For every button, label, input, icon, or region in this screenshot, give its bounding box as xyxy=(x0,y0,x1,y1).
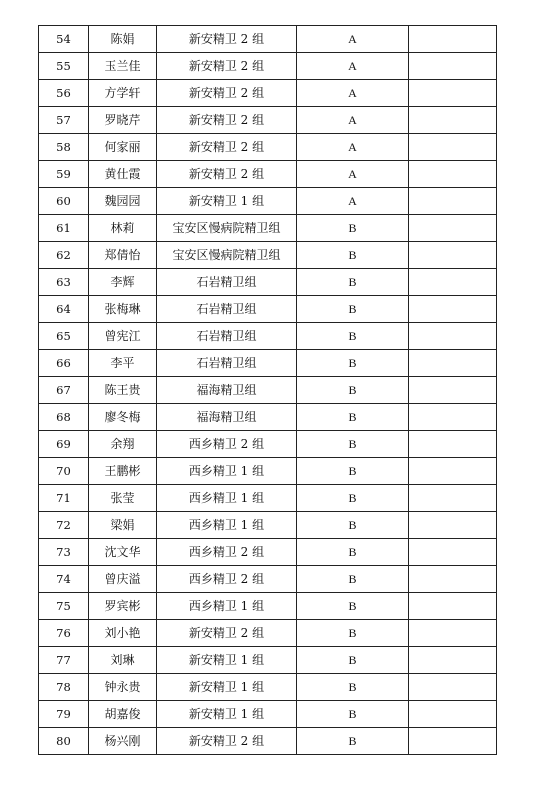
name-cell: 刘琳 xyxy=(89,647,157,674)
grade-cell: B xyxy=(297,296,409,323)
row-number-cell: 78 xyxy=(39,674,89,701)
group-cell: 新安精卫 1 组 xyxy=(157,647,297,674)
group-cell: 新安精卫 1 组 xyxy=(157,188,297,215)
note-cell xyxy=(409,404,497,431)
group-cell: 福海精卫组 xyxy=(157,404,297,431)
note-cell xyxy=(409,188,497,215)
note-cell xyxy=(409,269,497,296)
name-cell: 刘小艳 xyxy=(89,620,157,647)
table-row xyxy=(39,512,497,539)
note-cell xyxy=(409,323,497,350)
note-cell xyxy=(409,566,497,593)
grade-cell: B xyxy=(297,566,409,593)
name-cell: 廖冬梅 xyxy=(89,404,157,431)
grade-cell: B xyxy=(297,350,409,377)
table-row xyxy=(39,701,497,728)
table-row xyxy=(39,242,497,269)
grade-cell: B xyxy=(297,242,409,269)
table-row xyxy=(39,458,497,485)
grade-cell: A xyxy=(297,53,409,80)
note-cell xyxy=(409,242,497,269)
name-cell: 曾宪江 xyxy=(89,323,157,350)
table-row xyxy=(39,350,497,377)
name-cell: 王鹏彬 xyxy=(89,458,157,485)
note-cell xyxy=(409,134,497,161)
name-cell: 方学轩 xyxy=(89,80,157,107)
note-cell xyxy=(409,539,497,566)
table-row xyxy=(39,728,497,755)
note-cell xyxy=(409,647,497,674)
grade-cell: B xyxy=(297,431,409,458)
note-cell xyxy=(409,620,497,647)
row-number-cell: 77 xyxy=(39,647,89,674)
name-cell: 李平 xyxy=(89,350,157,377)
group-cell: 新安精卫 1 组 xyxy=(157,701,297,728)
group-cell: 新安精卫 2 组 xyxy=(157,161,297,188)
note-cell xyxy=(409,458,497,485)
grade-cell: B xyxy=(297,701,409,728)
table-row xyxy=(39,107,497,134)
row-number-cell: 76 xyxy=(39,620,89,647)
row-number-cell: 55 xyxy=(39,53,89,80)
roster-table-body xyxy=(39,26,497,755)
note-cell xyxy=(409,701,497,728)
group-cell: 西乡精卫 1 组 xyxy=(157,485,297,512)
group-cell: 石岩精卫组 xyxy=(157,296,297,323)
name-cell: 玉兰佳 xyxy=(89,53,157,80)
name-cell: 黄仕霞 xyxy=(89,161,157,188)
table-row xyxy=(39,674,497,701)
table-row xyxy=(39,485,497,512)
group-cell: 新安精卫 2 组 xyxy=(157,80,297,107)
row-number-cell: 79 xyxy=(39,701,89,728)
row-number-cell: 60 xyxy=(39,188,89,215)
row-number-cell: 65 xyxy=(39,323,89,350)
table-row xyxy=(39,269,497,296)
grade-cell: B xyxy=(297,647,409,674)
grade-cell: B xyxy=(297,377,409,404)
name-cell: 张莹 xyxy=(89,485,157,512)
grade-cell: A xyxy=(297,188,409,215)
grade-cell: B xyxy=(297,323,409,350)
group-cell: 新安精卫 2 组 xyxy=(157,134,297,161)
group-cell: 新安精卫 2 组 xyxy=(157,728,297,755)
group-cell: 新安精卫 2 组 xyxy=(157,107,297,134)
row-number-cell: 67 xyxy=(39,377,89,404)
name-cell: 梁娟 xyxy=(89,512,157,539)
row-number-cell: 59 xyxy=(39,161,89,188)
name-cell: 余翔 xyxy=(89,431,157,458)
table-row xyxy=(39,26,497,53)
row-number-cell: 80 xyxy=(39,728,89,755)
grade-cell: B xyxy=(297,539,409,566)
grade-cell: A xyxy=(297,134,409,161)
note-cell xyxy=(409,107,497,134)
table-row xyxy=(39,134,497,161)
note-cell xyxy=(409,215,497,242)
name-cell: 沈文华 xyxy=(89,539,157,566)
group-cell: 西乡精卫 2 组 xyxy=(157,539,297,566)
name-cell: 钟永贵 xyxy=(89,674,157,701)
grade-cell: A xyxy=(297,107,409,134)
group-cell: 西乡精卫 1 组 xyxy=(157,593,297,620)
row-number-cell: 74 xyxy=(39,566,89,593)
name-cell: 杨兴刚 xyxy=(89,728,157,755)
group-cell: 新安精卫 2 组 xyxy=(157,26,297,53)
name-cell: 陈王贵 xyxy=(89,377,157,404)
row-number-cell: 71 xyxy=(39,485,89,512)
table-row xyxy=(39,431,497,458)
name-cell: 罗晓芹 xyxy=(89,107,157,134)
grade-cell: B xyxy=(297,512,409,539)
table-row xyxy=(39,593,497,620)
row-number-cell: 72 xyxy=(39,512,89,539)
row-number-cell: 58 xyxy=(39,134,89,161)
group-cell: 西乡精卫 1 组 xyxy=(157,458,297,485)
table-row xyxy=(39,80,497,107)
note-cell xyxy=(409,593,497,620)
row-number-cell: 57 xyxy=(39,107,89,134)
note-cell xyxy=(409,80,497,107)
grade-cell: B xyxy=(297,620,409,647)
note-cell xyxy=(409,53,497,80)
grade-cell: B xyxy=(297,593,409,620)
row-number-cell: 61 xyxy=(39,215,89,242)
roster-table xyxy=(38,25,497,755)
group-cell: 宝安区慢病院精卫组 xyxy=(157,242,297,269)
grade-cell: B xyxy=(297,485,409,512)
table-row xyxy=(39,296,497,323)
grade-cell: A xyxy=(297,161,409,188)
note-cell xyxy=(409,431,497,458)
grade-cell: B xyxy=(297,674,409,701)
row-number-cell: 54 xyxy=(39,26,89,53)
row-number-cell: 73 xyxy=(39,539,89,566)
grade-cell: B xyxy=(297,458,409,485)
group-cell: 石岩精卫组 xyxy=(157,269,297,296)
row-number-cell: 63 xyxy=(39,269,89,296)
roster-table-container xyxy=(38,25,496,755)
note-cell xyxy=(409,296,497,323)
group-cell: 新安精卫 2 组 xyxy=(157,53,297,80)
table-row xyxy=(39,566,497,593)
name-cell: 李辉 xyxy=(89,269,157,296)
name-cell: 张梅琳 xyxy=(89,296,157,323)
name-cell: 魏园园 xyxy=(89,188,157,215)
grade-cell: B xyxy=(297,728,409,755)
name-cell: 胡嘉俊 xyxy=(89,701,157,728)
group-cell: 新安精卫 2 组 xyxy=(157,620,297,647)
note-cell xyxy=(409,512,497,539)
table-row xyxy=(39,161,497,188)
table-row xyxy=(39,377,497,404)
name-cell: 曾庆溢 xyxy=(89,566,157,593)
note-cell xyxy=(409,674,497,701)
name-cell: 郑倩怡 xyxy=(89,242,157,269)
group-cell: 石岩精卫组 xyxy=(157,350,297,377)
note-cell xyxy=(409,377,497,404)
name-cell: 林莉 xyxy=(89,215,157,242)
row-number-cell: 56 xyxy=(39,80,89,107)
table-row xyxy=(39,188,497,215)
grade-cell: A xyxy=(297,80,409,107)
table-row xyxy=(39,539,497,566)
grade-cell: B xyxy=(297,215,409,242)
note-cell xyxy=(409,350,497,377)
table-row xyxy=(39,404,497,431)
note-cell xyxy=(409,161,497,188)
row-number-cell: 62 xyxy=(39,242,89,269)
row-number-cell: 70 xyxy=(39,458,89,485)
group-cell: 宝安区慢病院精卫组 xyxy=(157,215,297,242)
grade-cell: B xyxy=(297,404,409,431)
note-cell xyxy=(409,26,497,53)
group-cell: 石岩精卫组 xyxy=(157,323,297,350)
grade-cell: A xyxy=(297,26,409,53)
row-number-cell: 75 xyxy=(39,593,89,620)
table-row xyxy=(39,215,497,242)
grade-cell: B xyxy=(297,269,409,296)
table-row xyxy=(39,53,497,80)
table-row xyxy=(39,620,497,647)
row-number-cell: 66 xyxy=(39,350,89,377)
table-row xyxy=(39,323,497,350)
group-cell: 福海精卫组 xyxy=(157,377,297,404)
group-cell: 西乡精卫 2 组 xyxy=(157,431,297,458)
table-row xyxy=(39,647,497,674)
name-cell: 何家丽 xyxy=(89,134,157,161)
group-cell: 西乡精卫 2 组 xyxy=(157,566,297,593)
group-cell: 新安精卫 1 组 xyxy=(157,674,297,701)
note-cell xyxy=(409,485,497,512)
name-cell: 陈娟 xyxy=(89,26,157,53)
name-cell: 罗宾彬 xyxy=(89,593,157,620)
row-number-cell: 68 xyxy=(39,404,89,431)
row-number-cell: 64 xyxy=(39,296,89,323)
group-cell: 西乡精卫 1 组 xyxy=(157,512,297,539)
row-number-cell: 69 xyxy=(39,431,89,458)
note-cell xyxy=(409,728,497,755)
